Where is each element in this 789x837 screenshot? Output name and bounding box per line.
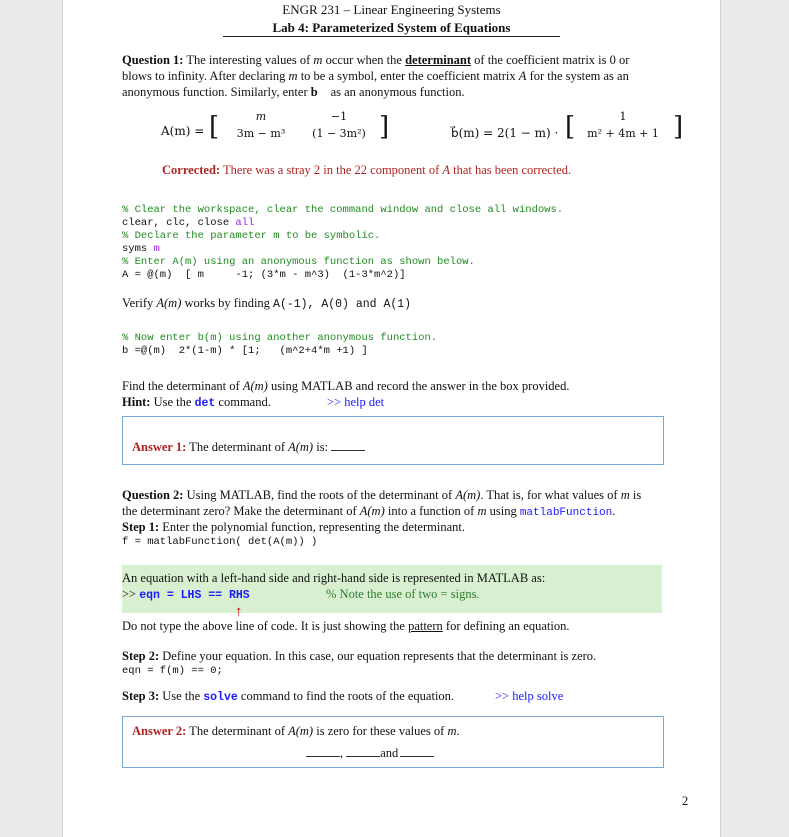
q1-line1 <box>122 52 629 68</box>
var-Am: A(m) <box>288 440 314 454</box>
pattern-description: An equation with a left-hand side and right-hand side is represented in MATLAB as: <box>122 571 546 585</box>
q2-line2 <box>122 503 615 520</box>
hint-text: command. <box>215 395 271 409</box>
a22: (1 − 3m²) <box>312 127 366 140</box>
b1: 1 <box>619 110 627 123</box>
verify-text: works by finding <box>181 296 274 310</box>
q1-text: for the system as an <box>526 69 629 83</box>
code-string: m <box>153 243 160 255</box>
var-m: m <box>477 504 487 518</box>
a11 <box>221 110 301 123</box>
answer-text: The determinant of <box>186 724 289 738</box>
page-number: 2 <box>682 794 689 808</box>
pattern-word: pattern <box>408 619 443 633</box>
var-Am: A(m) <box>455 488 481 502</box>
var-A: A <box>518 69 527 83</box>
answer-2-blanks <box>306 745 434 761</box>
comma: , <box>340 746 344 760</box>
q2-text: the determinant zero? Make the determinant of <box>122 504 360 518</box>
var-Am: A(m) <box>288 724 314 738</box>
code-text: clear, clc, close <box>122 217 236 229</box>
pattern-code: eqn = LHS == RHS <box>139 589 250 602</box>
step3-text: Use the <box>159 689 204 703</box>
answer-1-text <box>132 439 365 455</box>
q1-text: as an anonymous function. <box>327 85 465 99</box>
answer-2-box[interactable] <box>122 716 664 768</box>
lab-title: Lab 4: Parameterized System of Equations <box>272 20 511 35</box>
code-comment: % Declare the parameter m to be symbolic. <box>122 230 381 242</box>
do-not-type-line <box>122 618 569 634</box>
q2-text: is <box>629 488 642 502</box>
a12: −1 <box>330 110 348 123</box>
q2-text: using <box>486 504 520 518</box>
find-text: Find the determinant of <box>122 379 243 393</box>
step2-text: Define your equation. In this case, our equation represents that the determinant is zero. <box>159 649 597 663</box>
code-line: b =@(m) 2*(1-m) * [1; (m^2+4*m +1) ] <box>122 345 368 357</box>
code-line <box>122 243 160 256</box>
hint-text: Use the <box>150 395 195 409</box>
a11-value: m <box>255 110 267 123</box>
var-m: m <box>447 724 457 738</box>
answer-blank[interactable] <box>331 442 365 451</box>
pattern-note: % Note the use of two = signs. <box>326 587 480 601</box>
det-command: det <box>194 397 216 410</box>
code-comment: % Now enter b(m) using another anonymous function. <box>122 332 438 344</box>
code-comment: % Enter A(m) using an anonymous function as shown below. <box>122 256 475 268</box>
determinant-term: determinant <box>405 53 472 67</box>
q1-line2 <box>122 68 629 84</box>
answer-1-box[interactable] <box>122 416 664 465</box>
and-word: and <box>380 746 399 760</box>
verify-code: A(-1), A(0) and A(1) <box>273 298 412 311</box>
code-text: syms <box>122 243 154 255</box>
pattern-line <box>122 586 250 602</box>
var-Am: A(m) <box>156 296 182 310</box>
up-arrow-icon: ↑ <box>235 604 243 620</box>
verify-text: Verify <box>122 296 157 310</box>
answer-blank[interactable] <box>400 748 434 757</box>
q2-text: . That is, for what values of <box>480 488 621 502</box>
verify-line <box>122 295 411 311</box>
step3-line <box>122 688 454 704</box>
donot-text: for defining an equation. <box>442 619 570 633</box>
code-line <box>122 217 254 230</box>
answer-text: is zero for these values of <box>313 724 448 738</box>
vector-b: b⃗ <box>310 85 328 99</box>
answer-blank[interactable] <box>346 748 380 757</box>
code-line: A = @(m) [ m -1; (3*m - m^3) (1-3*m^2)] <box>122 269 406 281</box>
var-m: m <box>620 488 630 502</box>
eq-a-lhs: A(m) = <box>161 124 205 138</box>
var-m: m <box>313 53 323 67</box>
answer-text: The determinant of <box>186 440 289 454</box>
right-bracket: ] <box>673 112 684 142</box>
step1-text: Enter the polynomial function, representing the determinant. <box>159 520 465 534</box>
answer-text: . <box>456 724 460 738</box>
step1-code: f = matlabFunction( det(A(m)) ) <box>122 536 318 548</box>
q1-text: anonymous function. Similarly, enter <box>122 85 311 99</box>
matlabfunction-command: matlabFunction <box>519 507 613 519</box>
corrected-note <box>162 162 571 178</box>
q2-text: Using MATLAB, find the roots of the determinant of <box>183 488 456 502</box>
help-solve-link[interactable]: >> help solve <box>495 689 564 703</box>
header-divider <box>223 36 560 37</box>
var-Am: A(m) <box>359 504 385 518</box>
var-A: A <box>442 163 450 177</box>
help-det-link[interactable]: >> help det <box>327 395 385 409</box>
course-title: ENGR 231 – Linear Engineering Systems <box>282 2 501 17</box>
b2: m² + 4m + 1 <box>587 127 659 140</box>
hint-label: Hint: <box>122 395 151 409</box>
prompt-symbol: >> <box>122 587 140 601</box>
donot-text: Do not type the above line of code. It is just showing the <box>122 619 409 633</box>
q2-text: . <box>612 504 616 518</box>
corrected-text: There was a stray 2 in the 22 component of <box>220 163 443 177</box>
var-m: m <box>288 69 298 83</box>
solve-command: solve <box>203 691 238 704</box>
corrected-label: Corrected: <box>162 163 221 177</box>
a21: 3m − m³ <box>236 127 286 140</box>
q2-text: into a function of <box>384 504 478 518</box>
q1-text: occur when the <box>322 53 406 67</box>
corrected-text: that has been corrected. <box>450 163 572 177</box>
q2-label: Question 2: <box>122 488 184 502</box>
step2-code: eqn = f(m) == 0; <box>122 665 223 677</box>
code-comment: % Clear the workspace, clear the command window and close all windows. <box>122 204 564 216</box>
step2-label: Step 2: <box>122 649 160 663</box>
answer-blank[interactable] <box>306 748 340 757</box>
eq-b-lhs: b⃗(m) = 2(1 − m) · <box>451 126 559 140</box>
q1-label: Question 1: <box>122 53 184 67</box>
step1-line <box>122 519 465 535</box>
left-bracket: [ <box>209 112 220 142</box>
q1-line3 <box>122 84 465 100</box>
step2-line <box>122 648 596 664</box>
find-det-line <box>122 378 570 394</box>
answer-2-text <box>132 723 460 739</box>
answer-2-label: Answer 2: <box>132 724 187 738</box>
q2-line1 <box>122 487 641 503</box>
left-bracket: [ <box>565 112 576 142</box>
equation-pattern-box <box>122 565 662 613</box>
q1-text: The interesting values of <box>186 53 314 67</box>
document-page <box>62 0 721 837</box>
step3-text: command to find the roots of the equation. <box>237 689 455 703</box>
q1-text: of the coefficient matrix is 0 or <box>471 53 630 67</box>
answer-text: is: <box>313 440 329 454</box>
hint-line <box>122 394 271 410</box>
answer-1-label: Answer 1: <box>132 440 187 454</box>
step1-label: Step 1: <box>122 520 160 534</box>
q1-text: blows to infinity. After declaring <box>122 69 289 83</box>
var-Am: A(m) <box>242 379 268 393</box>
step3-label: Step 3: <box>122 689 160 703</box>
find-text: using MATLAB and record the answer in the box provided. <box>267 379 570 393</box>
right-bracket: ] <box>379 112 390 142</box>
code-string: all <box>235 217 255 229</box>
q1-text: to be a symbol, enter the coefficient matrix <box>297 69 519 83</box>
